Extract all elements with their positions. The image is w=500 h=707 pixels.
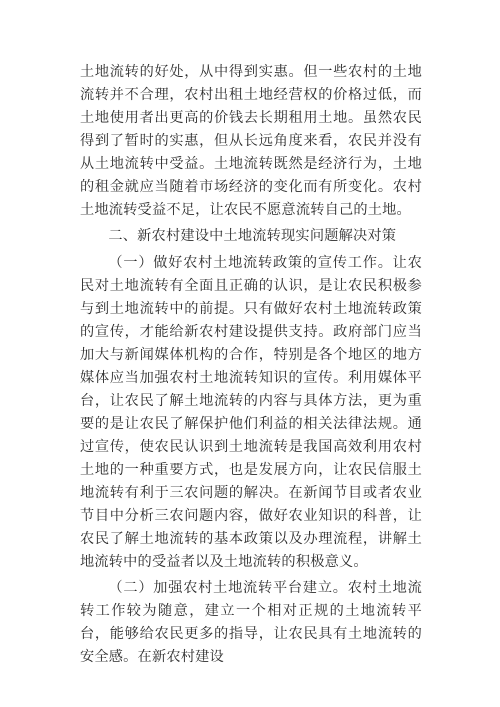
paragraph-platform: （二）加强农村土地流转平台建立。农村土地流转工作较为随意，建立一个相对正规的土地流转平台，能够给农民更多的指导，让农民具有土地流转的安全感。在新农村建设: [80, 580, 422, 665]
section-heading: 二、新农村建设中土地流转现实问题解决对策: [108, 228, 397, 244]
paragraph-continuation: 土地流转的好处，从中得到实惠。但一些农村的土地流转并不合理，农村出租土地经营权的价格过低，而土地使用者出更高的价钱去长期租用土地。虽然农民得到了暂时的实惠，但从长远角度来看，农民并没有从土地流转中受益。土地流转既然是经济行为，土地的租金就应当随着市场经济的变化而有所变化。农村土地流转受益不足，让农民不愿意流转自己的土地。: [80, 64, 422, 218]
paragraph-publicity: （一）做好农村土地流转政策的宣传工作。让农民对土地流转有全面且正确的认识，是让农民积极参与到土地流转中的前提。只有做好农村土地流转政策的宣传，才能给新农村建设提供支持。政府部门应当加大与新闻媒体机构的合作，特别是各个地区的地方媒体应当加强农村土地流转知识的宣传。利用媒体平台，让农民了解土地流转的内容与具体方法，更为重要的是让农民了解保护他们利益的相关法律法规。通过宣传，使农民认识到土地流转是我国高效利用农村土地的一种重要方式，也是发展方向，让农民信服土地流转有利于三农问题的解决。在新闻节目或者农业节目中分析三农问题内容，做好农业知识的科普，让农民了解土地流转的基本政策以及办理流程，讲解土地流转中的受益者以及土地流转的积极意义。: [80, 255, 422, 570]
document-body: [80, 61, 422, 672]
